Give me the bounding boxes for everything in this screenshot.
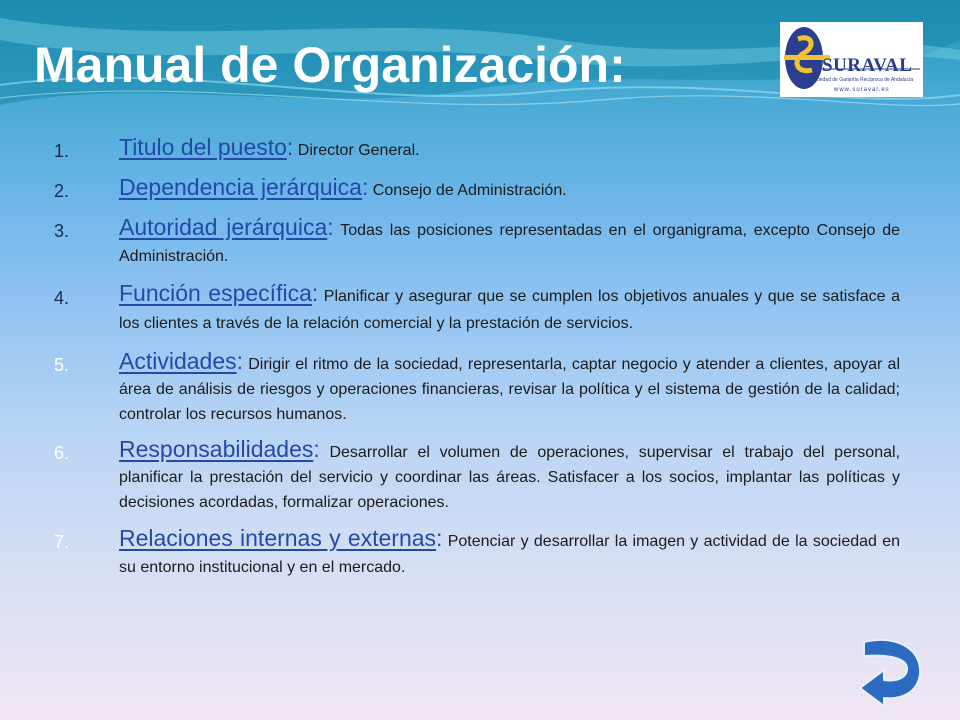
list-item-titulo bbox=[54, 134, 900, 164]
item-colon: : bbox=[327, 214, 334, 240]
item-heading-link[interactable]: Función específica bbox=[119, 280, 312, 306]
item-number: 6. bbox=[54, 443, 70, 463]
item-number: 3. bbox=[54, 221, 70, 241]
logo-subtitle: Sociedad de Garantía Recíproca de Andalucía bbox=[810, 77, 914, 83]
logo-wordmark: SURAVAL bbox=[822, 55, 913, 76]
item-description: Consejo de Administración. bbox=[368, 182, 567, 199]
list-item-dependencia bbox=[54, 174, 900, 204]
logo-url: www.suraval.es bbox=[834, 87, 890, 93]
organization-list bbox=[54, 134, 900, 581]
list-item-responsabilidades bbox=[54, 437, 900, 515]
item-number: 5. bbox=[54, 355, 70, 375]
item-colon: : bbox=[236, 348, 244, 374]
suraval-logo bbox=[780, 22, 923, 97]
item-heading-link[interactable]: Autoridad jerárquica bbox=[119, 214, 328, 240]
list-item-funcion bbox=[54, 280, 900, 337]
item-heading-link[interactable]: Titulo del puesto bbox=[119, 134, 287, 160]
item-description: Planificar y asegurar que se cumplen los objetivos anuales y que se satisface a los clientes a través de la relación comercial y la prestación de servicios. bbox=[119, 288, 900, 332]
item-number: 7. bbox=[54, 532, 70, 552]
item-colon: : bbox=[286, 134, 294, 160]
slide-title: Manual de Organización: bbox=[34, 37, 626, 93]
item-number: 1. bbox=[54, 141, 70, 161]
list-item-actividades bbox=[54, 349, 900, 427]
item-colon: : bbox=[361, 174, 369, 200]
item-description: Dirigir el ritmo de la sociedad, representarla, captar negocio y atender a clientes, apoyar al área de análisis de riesgos y operaciones financieras, revisar la política y el sistema de gestión de la calidad; controlar los recursos humanos. bbox=[119, 356, 900, 423]
return-arrow-icon[interactable] bbox=[858, 636, 926, 708]
list-item-autoridad bbox=[54, 214, 900, 270]
item-description: Todas las posiciones representadas en el organigrama, excepto Consejo de Administración. bbox=[119, 222, 901, 265]
item-description: Desarrollar el volumen de operaciones, supervisar el trabajo del personal, planificar la prestación del servicio y coordinar las áreas. Satisfacer a los socios, implantar las políticas y decisiones acordadas, formalizar operaciones. bbox=[119, 444, 900, 511]
item-heading-link[interactable]: Dependencia jerárquica bbox=[119, 174, 362, 200]
item-description: Potenciar y desarrollar la imagen y actividad de la sociedad en su entorno institucional y en el mercado. bbox=[119, 533, 901, 576]
item-description: Director General. bbox=[293, 142, 420, 159]
item-colon: : bbox=[436, 525, 443, 551]
item-colon: : bbox=[311, 280, 319, 306]
list-item-relaciones bbox=[54, 525, 900, 581]
item-number: 4. bbox=[54, 288, 70, 308]
item-heading-link[interactable]: Actividades bbox=[119, 348, 237, 374]
item-heading-link[interactable]: Responsabilidades bbox=[119, 436, 314, 462]
item-heading-link[interactable]: Relaciones internas y externas bbox=[119, 525, 437, 551]
item-number: 2. bbox=[54, 181, 70, 201]
item-colon: : bbox=[313, 436, 320, 462]
